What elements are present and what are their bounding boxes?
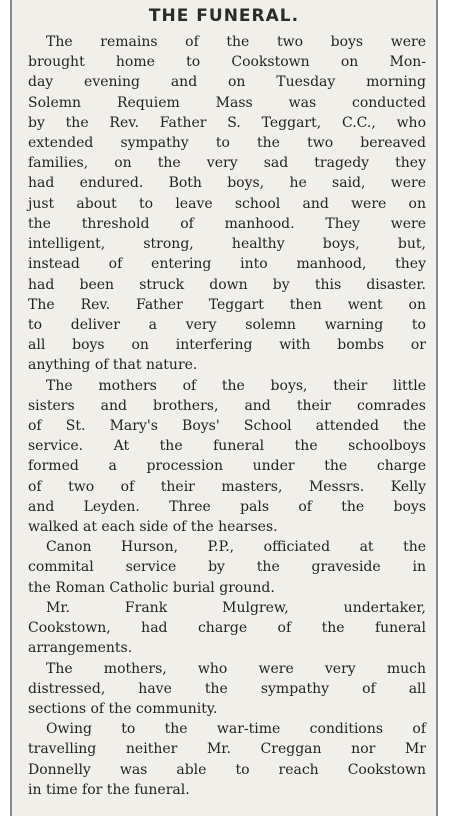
article-line: had endured. Both boys, he said, were bbox=[28, 175, 426, 192]
article-line: all boys on interfering with bombs or bbox=[28, 337, 426, 354]
article-line: by the Rev. Father S. Teggart, C.C., who bbox=[28, 114, 426, 131]
article-line: extended sympathy to the two bereaved bbox=[28, 135, 426, 152]
newspaper-clipping bbox=[10, 0, 438, 816]
article-line: to deliver a very solemn warning to bbox=[28, 316, 426, 333]
article-line: commital service by the graveside in bbox=[28, 559, 426, 576]
article-line: of St. Mary's Boys' School attended the bbox=[28, 418, 426, 434]
article-line: walked at each side of the hearses. bbox=[28, 519, 278, 536]
article-line: The mothers, who were very much bbox=[46, 660, 426, 677]
article-line: arrangements. bbox=[28, 640, 133, 657]
article-line: sisters and brothers, and their comrades bbox=[28, 397, 426, 414]
article-line: in time for the funeral. bbox=[28, 781, 190, 798]
article-line: and Leyden. Three pals of the boys bbox=[28, 498, 426, 515]
article-line: Owing to the war-time conditions of bbox=[46, 721, 426, 738]
article-line: of two of their masters, Messrs. Kelly bbox=[28, 478, 426, 495]
article-line: the Roman Catholic burial ground. bbox=[28, 579, 275, 596]
article-line: The Rev. Father Teggart then went on bbox=[28, 296, 426, 313]
article-title: THE FUNERAL. bbox=[148, 6, 300, 26]
article-line: The mothers of the boys, their little bbox=[46, 377, 426, 394]
article-line: brought home to Cookstown on Mon- bbox=[28, 54, 426, 71]
article-line: Solemn Requiem Mass was conducted bbox=[28, 94, 426, 111]
article-line: service. At the funeral the schoolboys bbox=[28, 438, 426, 455]
article-line: Cookstown, had charge of the funeral bbox=[28, 620, 426, 637]
article-line: Donnelly was able to reach Cookstown bbox=[28, 761, 426, 778]
article-line: travelling neither Mr. Creggan nor Mr bbox=[28, 741, 426, 758]
column-rule-left bbox=[10, 0, 12, 816]
column-rule-right bbox=[436, 0, 438, 816]
article-line: The remains of the two boys were bbox=[46, 34, 426, 50]
article-line: the threshold of manhood. They were bbox=[28, 215, 426, 232]
article-line: Canon Hurson, P.P., officiated at the bbox=[46, 539, 426, 556]
article-line: intelligent, strong, healthy boys, but, bbox=[28, 236, 426, 253]
article-line: just about to leave school and were on bbox=[28, 195, 426, 212]
article-line: day evening and on Tuesday morning bbox=[28, 74, 426, 91]
article-line: families, on the very sad tragedy they bbox=[28, 155, 426, 172]
article-line: sections of the community. bbox=[28, 700, 218, 717]
article-line: Mr. Frank Mulgrew, undertaker, bbox=[46, 599, 426, 616]
article-line: distressed, have the sympathy of all bbox=[28, 680, 426, 697]
article-line: had been struck down by this disaster. bbox=[28, 276, 426, 293]
article-line: instead of entering into manhood, they bbox=[28, 256, 426, 273]
article-line: anything of that nature. bbox=[28, 357, 198, 374]
article-line: formed a procession under the charge bbox=[28, 458, 426, 475]
